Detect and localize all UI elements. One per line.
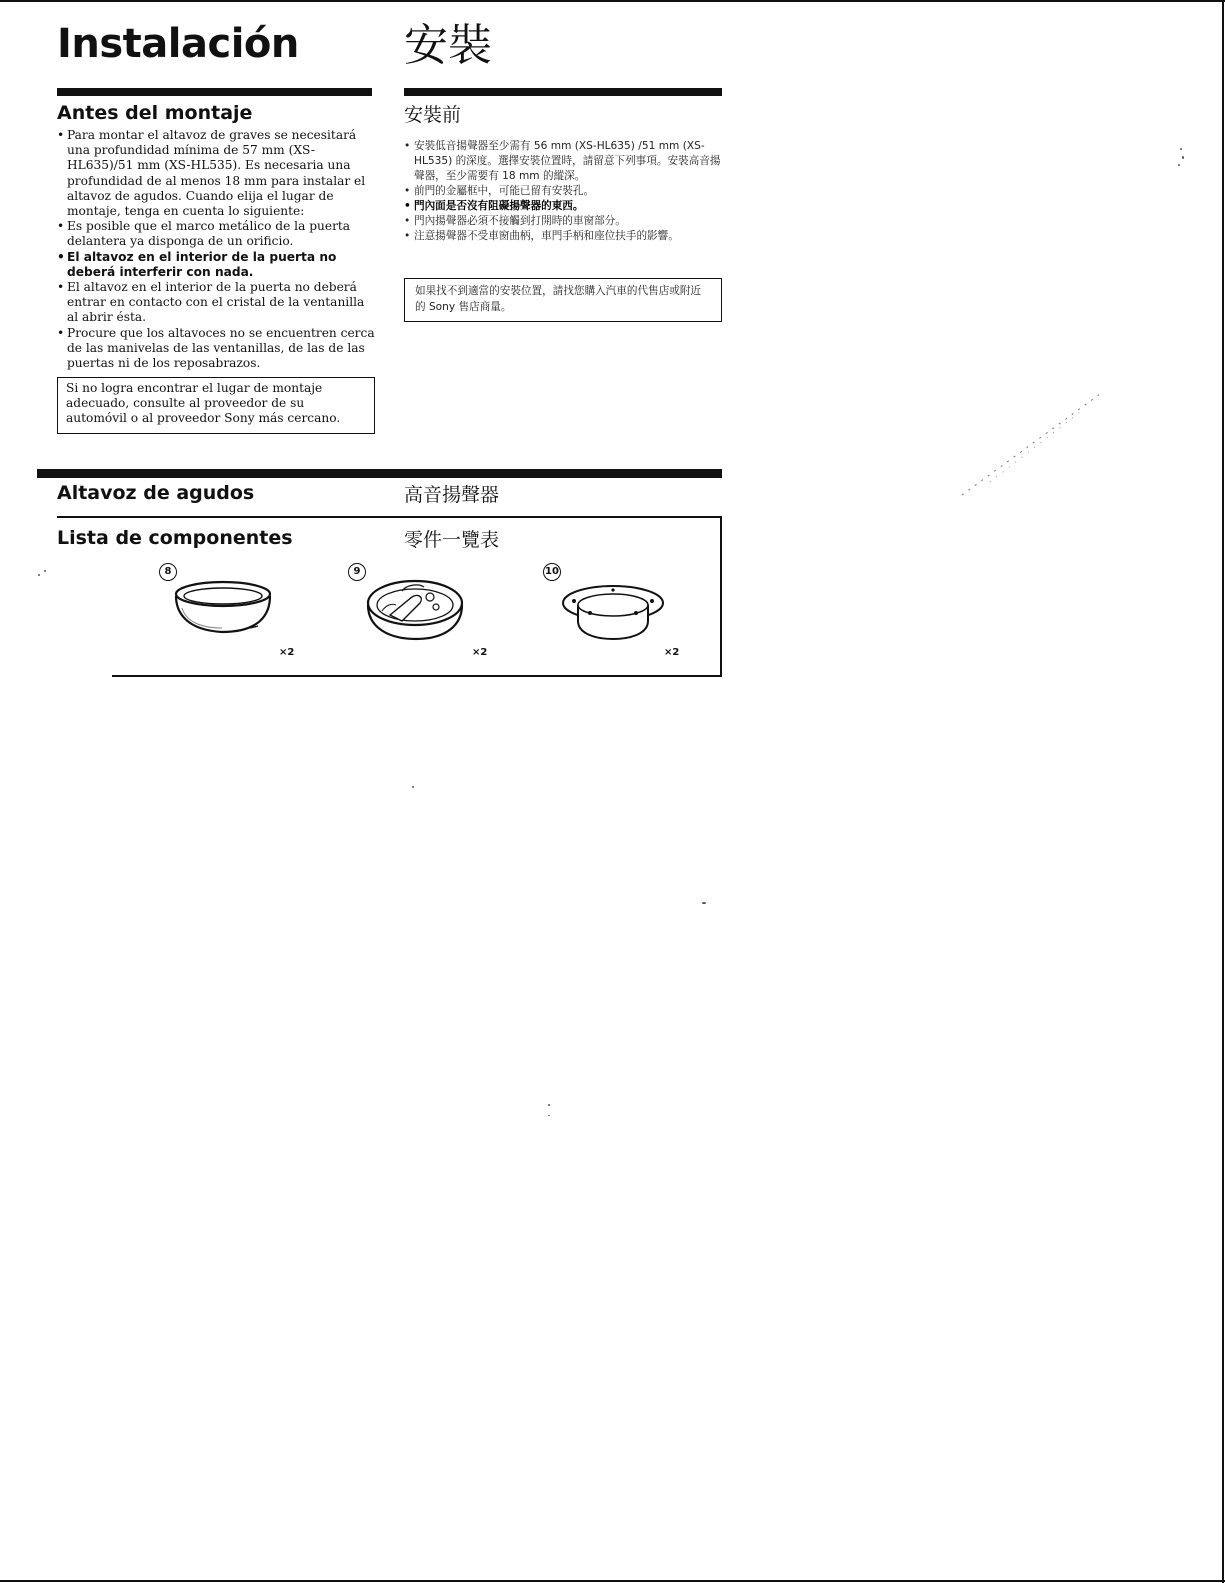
tweeter-bracket-icon bbox=[362, 575, 468, 643]
list-item: • Para montar el altavoz de graves se necesitará una profundidad mínima de 57 mm (XS-HL635)/51 mm (XS-HL535). Es necesaria una profundidad de al menos 18 mm para instalar el altavoz de agudos. Cuando elija el lugar de montaje, tenga en cuenta lo siguiente: bbox=[57, 128, 375, 219]
section-rule-zh bbox=[404, 88, 722, 96]
list-item: • Es posible que el marco metálico de la puerta delantera ya disponga de un orificio. bbox=[57, 219, 375, 249]
note-box-es: Si no logra encontrar el lugar de montaje adecuado, consulte al proveedor de su automóvil o al proveedor Sony más cercano. bbox=[57, 377, 375, 434]
parts-frame-line-mid bbox=[57, 516, 722, 518]
parts-frame-bottom bbox=[112, 675, 722, 677]
parts-heading-zh: 零件一覽表 bbox=[404, 529, 500, 551]
scan-speck bbox=[412, 786, 414, 788]
list-item-bold: • El altavoz en el interior de la puerta no deberá interferir con nada. bbox=[57, 250, 375, 280]
scan-speck bbox=[38, 574, 40, 576]
page-title-zh: 安裝 bbox=[404, 20, 492, 71]
part-quantity: ×2 bbox=[664, 647, 680, 658]
list-item: • 前門的金屬框中，可能已留有安裝孔。 bbox=[404, 184, 722, 199]
before-mounting-list-zh bbox=[404, 139, 722, 244]
list-item: • 安裝低音揚聲器至少需有 56 mm (XS-HL635) /51 mm (XS-HL535) 的深度。選擇安裝位置時，請留意下列事項。安裝高音揚聲器，至少需要有 18 mm 的縱深。 bbox=[404, 139, 722, 184]
parts-frame-right bbox=[720, 516, 722, 676]
scan-speck bbox=[548, 1104, 550, 1106]
section-heading-before-mounting-es: Antes del montaje bbox=[57, 102, 253, 124]
list-item: • 注意揚聲器不受車窗曲柄，車門手柄和座位扶手的影響。 bbox=[404, 229, 722, 244]
scan-speck bbox=[548, 1115, 550, 1116]
scan-speck bbox=[1178, 164, 1180, 166]
scan-speck bbox=[1180, 148, 1182, 150]
part-quantity: ×2 bbox=[472, 647, 488, 658]
part-quantity: ×2 bbox=[279, 647, 295, 658]
scan-speck bbox=[702, 902, 706, 904]
before-mounting-list-es bbox=[57, 128, 375, 371]
part-number-badge: 8 bbox=[159, 563, 177, 581]
scan-speck bbox=[44, 570, 46, 572]
list-item: • El altavoz en el interior de la puerta no deberá entrar en contacto con el cristal de la ventanilla al abrir ésta. bbox=[57, 280, 375, 326]
page-border-top bbox=[0, 0, 1225, 2]
page-title-es: Instalación bbox=[57, 21, 299, 67]
parts-heading-es: Lista de componentes bbox=[57, 527, 293, 549]
section-heading-tweeter-es: Altavoz de agudos bbox=[57, 482, 255, 504]
page-border-bottom bbox=[0, 1580, 1225, 1582]
part-number-badge: 9 bbox=[348, 563, 366, 581]
tweeter-section-rule bbox=[37, 469, 722, 478]
tweeter-housing-icon bbox=[172, 578, 274, 638]
page-border-right bbox=[1222, 0, 1224, 1583]
section-heading-before-mounting-zh: 安裝前 bbox=[404, 104, 462, 126]
list-item: • 門內揚聲器必須不接觸到打開時的車窗部分。 bbox=[404, 214, 722, 229]
scan-artifact-dotted-line bbox=[960, 390, 1110, 500]
tweeter-ring-icon bbox=[560, 583, 666, 643]
list-item: • Procure que los altavoces no se encuentren cerca de las manivelas de las ventanillas, de las de las puertas ni de los reposabrazos. bbox=[57, 326, 375, 372]
section-rule-es bbox=[57, 88, 372, 96]
list-item-bold: • 門內面是否沒有阻礙揚聲器的東西。 bbox=[404, 199, 722, 214]
scan-speck bbox=[1182, 156, 1184, 159]
note-box-zh: 如果找不到適當的安裝位置，請找您購入汽車的代售店或附近的 Sony 售店商量。 bbox=[404, 278, 722, 322]
section-heading-tweeter-zh: 高音揚聲器 bbox=[404, 484, 500, 506]
part-number-badge: 10 bbox=[543, 563, 561, 581]
